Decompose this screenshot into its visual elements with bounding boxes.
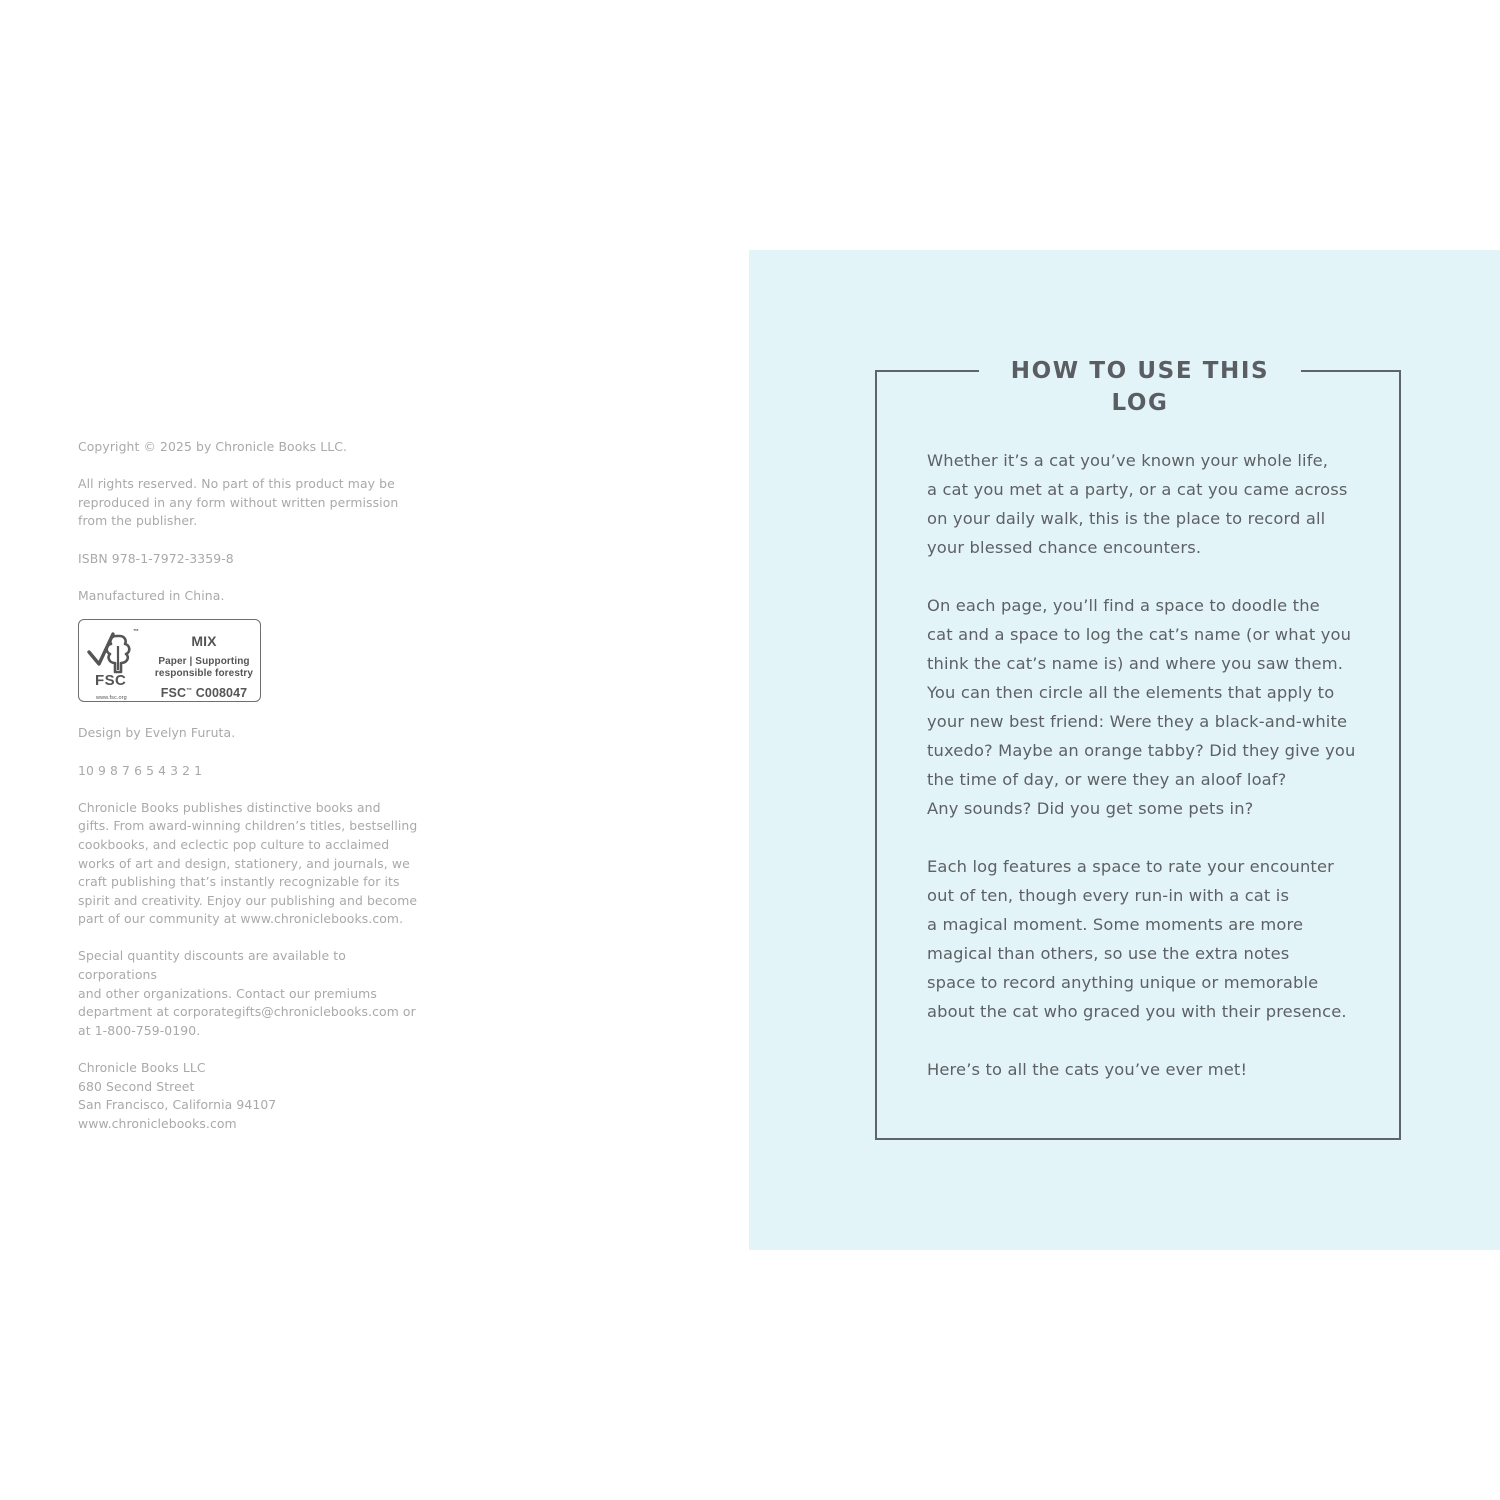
instructions-paragraph-4: Here’s to all the cats you’ve ever met! (927, 1060, 1248, 1079)
printing-line: 10 9 8 7 6 5 4 3 2 1 (78, 762, 203, 778)
fsc-code-trademark: ™ (186, 688, 193, 695)
fsc-trademark: ™ (133, 629, 140, 636)
copyright-line: Copyright © 2025 by Chronicle Books LLC. (78, 439, 348, 454)
rights-statement: All rights reserved. No part of this product may be reproduced in any form without written permission from the publisher. (78, 476, 399, 529)
fsc-line-1: Paper | Supporting (158, 656, 250, 668)
fsc-logo (78, 619, 261, 702)
fsc-license-code (148, 682, 260, 703)
instructions-paragraph-1: Whether it’s a cat you’ve known your whole life, a cat you met at a party, or a cat you came across on your daily walk, this is the place to record all your blessed chance encounters. (927, 451, 1348, 557)
fsc-wordmark: FSC (95, 672, 127, 690)
instructions-paragraph-2: On each page, you’ll find a space to doodle the cat and a space to log the cat’s name (or what you think the cat’s name is) and where you saw them. You can then circle all the elements that apply to your new best friend: Were they a black-and-white tuxedo? Maybe an orange tabby? Did they give you the time of day, or were they an aloof loaf? Any sounds? Did you get some pets in? (927, 596, 1356, 818)
page-title: HOW TO USE THIS LOG (979, 355, 1301, 387)
publisher-about: Chronicle Books publishes distinctive books and gifts. From award-winning children’s titles, bestselling cookbooks, and eclectic pop culture to acclaimed works of art and design, stationery, and journals, we craft publishing that’s instantly recognizable for its spirit and creativity. Enjoy our publishing and become part of our community at www.chroniclebooks.com. (78, 799, 418, 927)
instructions-frame (875, 358, 1401, 1140)
fsc-mix: MIX (191, 633, 217, 650)
fsc-url: www.fsc.org (96, 695, 127, 702)
special-discounts: Special quantity discounts are available to corporations and other organizations. Contact our premiums department at corporategifts@chroniclebooks.com or at 1-800-759-0190. (78, 948, 416, 1038)
manufactured-in: Manufactured in China. (78, 587, 225, 603)
publisher-address: Chronicle Books LLC 680 Second Street San Francisco, California 94107 www.chroniclebooks.com (78, 1060, 277, 1131)
how-to-use-page (749, 250, 1500, 1250)
fsc-line-2: responsible forestry (154, 668, 254, 680)
fsc-code-number: C008047 (195, 686, 248, 701)
copyright-page (78, 438, 423, 1133)
instructions-paragraph-3: Each log features a space to rate your encounter out of ten, though every run-in with a cat is a magical moment. Some moments are more magical than others, so use the extra notes space to record anything unique or memorable about the cat who graced you with their presence. (927, 857, 1347, 1021)
instructions-body (927, 446, 1397, 1113)
isbn: ISBN 978-1-7972-3359-8 (78, 550, 234, 566)
design-credit: Design by Evelyn Furuta. (78, 725, 236, 741)
fsc-code-prefix: FSC (160, 686, 187, 701)
